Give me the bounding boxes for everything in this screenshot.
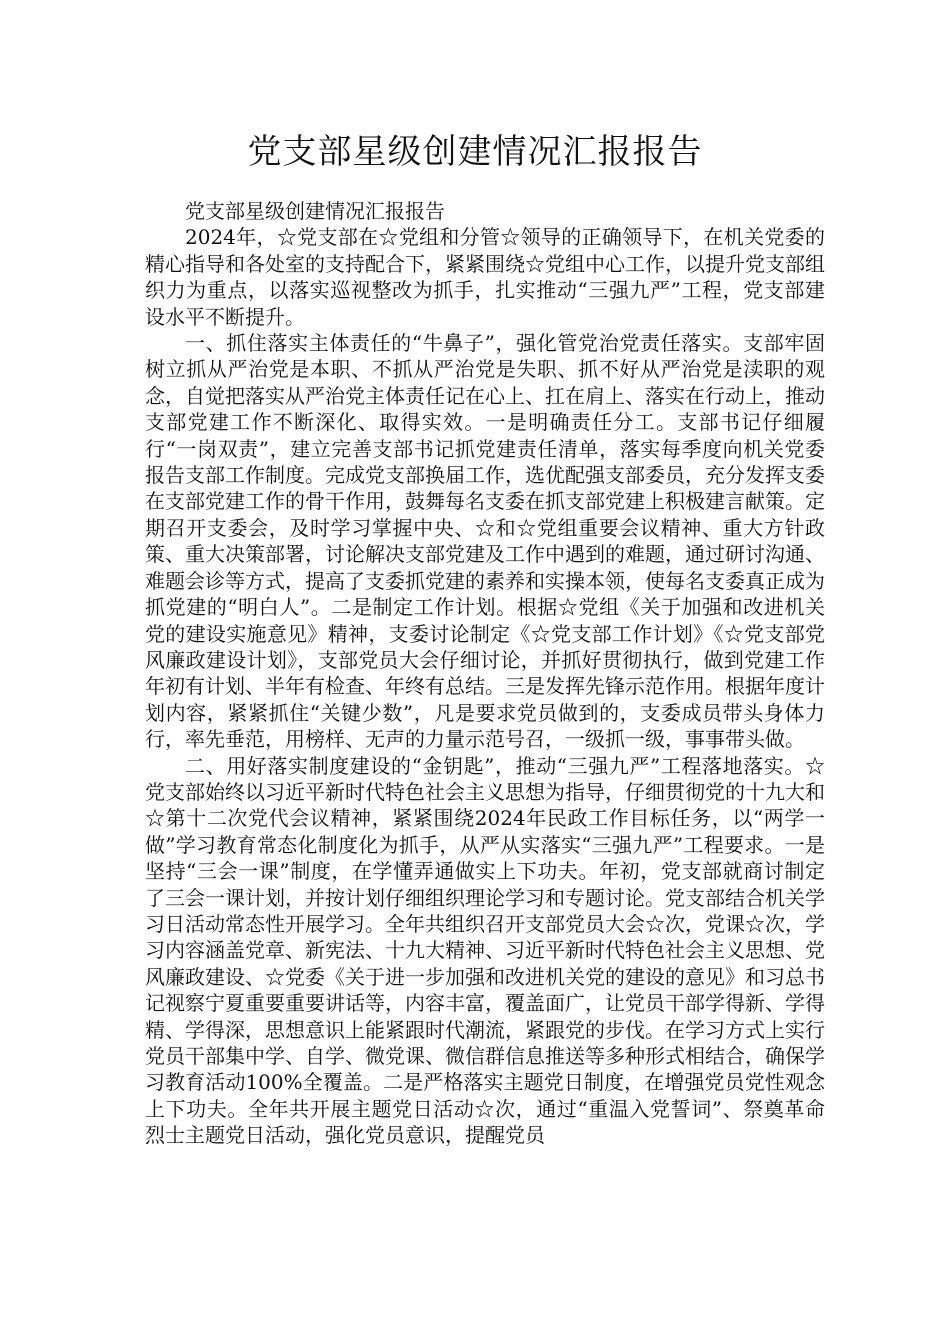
body-paragraph-subtitle: 党支部星级创建情况汇报报告 [185, 199, 445, 223]
body-paragraph-intro: 2024年，☆党支部在☆党组和分管☆领导的正确领导下，在机关党委的精心指导和各处室的支持配合下，紧紧围绕☆党组中心工作，以提升党支部组织力为重点，以落实巡视整改为抓手，扎实推动“三强九严”工程，党支部建设水平不断提升。 [145, 225, 825, 329]
document-title: 党支部星级创建情况汇报报告 [247, 132, 703, 172]
body-paragraph-section-1: 一、抓住落实主体责任的“牛鼻子”，强化管党治党责任落实。支部牢固树立抓从严治党是本职、不抓从严治党是失职、抓不好从严治党是渎职的观念，自觉把落实从严治党主体责任记在心上、扛在肩上、落实在行动上，推动支部党建工作不断深化、取得实效。一是明确责任分工。支部书记仔细履行“一岗双责”，建立完善支部书记抓党建责任清单，落实每季度向机关党委报告支部工作制度。完成党支部换届工作，选优配强支部委员，充分发挥支委在支部党建工作的骨干作用，鼓舞每名支委在抓支部党建上积极建言献策。定期召开支委会，及时学习掌握中央、☆和☆党组重要会议精神、重大方针政策、重大决策部署，讨论解决支部党建及工作中遇到的难题，通过研讨沟通、难题会诊等方式，提高了支委抓党建的素养和实操本领，使每名支委真正成为抓党建的“明白人”。二是制定工作计划。根据☆党组《关于加强和改进机关党的建设实施意见》精神，支委讨论制定《☆党支部工作计划》《☆党支部党风廉政建设计划》，支部党员大会仔细讨论，并抓好贯彻执行，做到党建工作年初有计划、半年有检查、年终有总结。三是发挥先锋示范作用。根据年度计划内容，紧紧抓住“关键少数”，凡是要求党员做到的，支委成员带头身体力行，率先垂范，用榜样、无声的力量示范号召，一级抓一级，事事带头做。 [145, 331, 825, 752]
body-paragraph-section-2: 二、用好落实制度建设的“金钥匙”，推动“三强九严”工程落地落实。☆党支部始终以习近平新时代特色社会主义思想为指导，仔细贯彻党的十九大和☆第十二次党代会议精神，紧紧围绕2024年民政工作目标任务，以“两学一做”学习教育常态化制度化为抓手，从严从实落实“三强九严”工程要求。一是坚持“三会一课”制度，在学懂弄通做实上下功夫。年初，党支部就商讨制定了三会一课计划，并按计划仔细组织理论学习和专题讨论。党支部结合机关学习日活动常态性开展学习。全年共组织召开支部党员大会☆次，党课☆次，学习内容涵盖党章、新宪法、十九大精神、习近平新时代特色社会主义思想、党风廉政建设、☆党委《关于进一步加强和改进机关党的建设的意见》和习总书记视察宁夏重要重要讲话等，内容丰富，覆盖面广，让党员干部学得新、学得精、学得深，思想意识上能紧跟时代潮流，紧跟党的步伐。在学习方式上实行党员干部集中学、自学、微党课、微信群信息推送等多种形式相结合，确保学习教育活动100%全覆盖。二是严格落实主题党日制度，在增强党员党性观念上下功夫。全年共开展主题党日活动☆次，通过“重温入党誓词”、祭奠革命烈士主题党日活动，强化党员意识，提醒党员 [145, 753, 825, 1148]
document-body [145, 198, 825, 1149]
